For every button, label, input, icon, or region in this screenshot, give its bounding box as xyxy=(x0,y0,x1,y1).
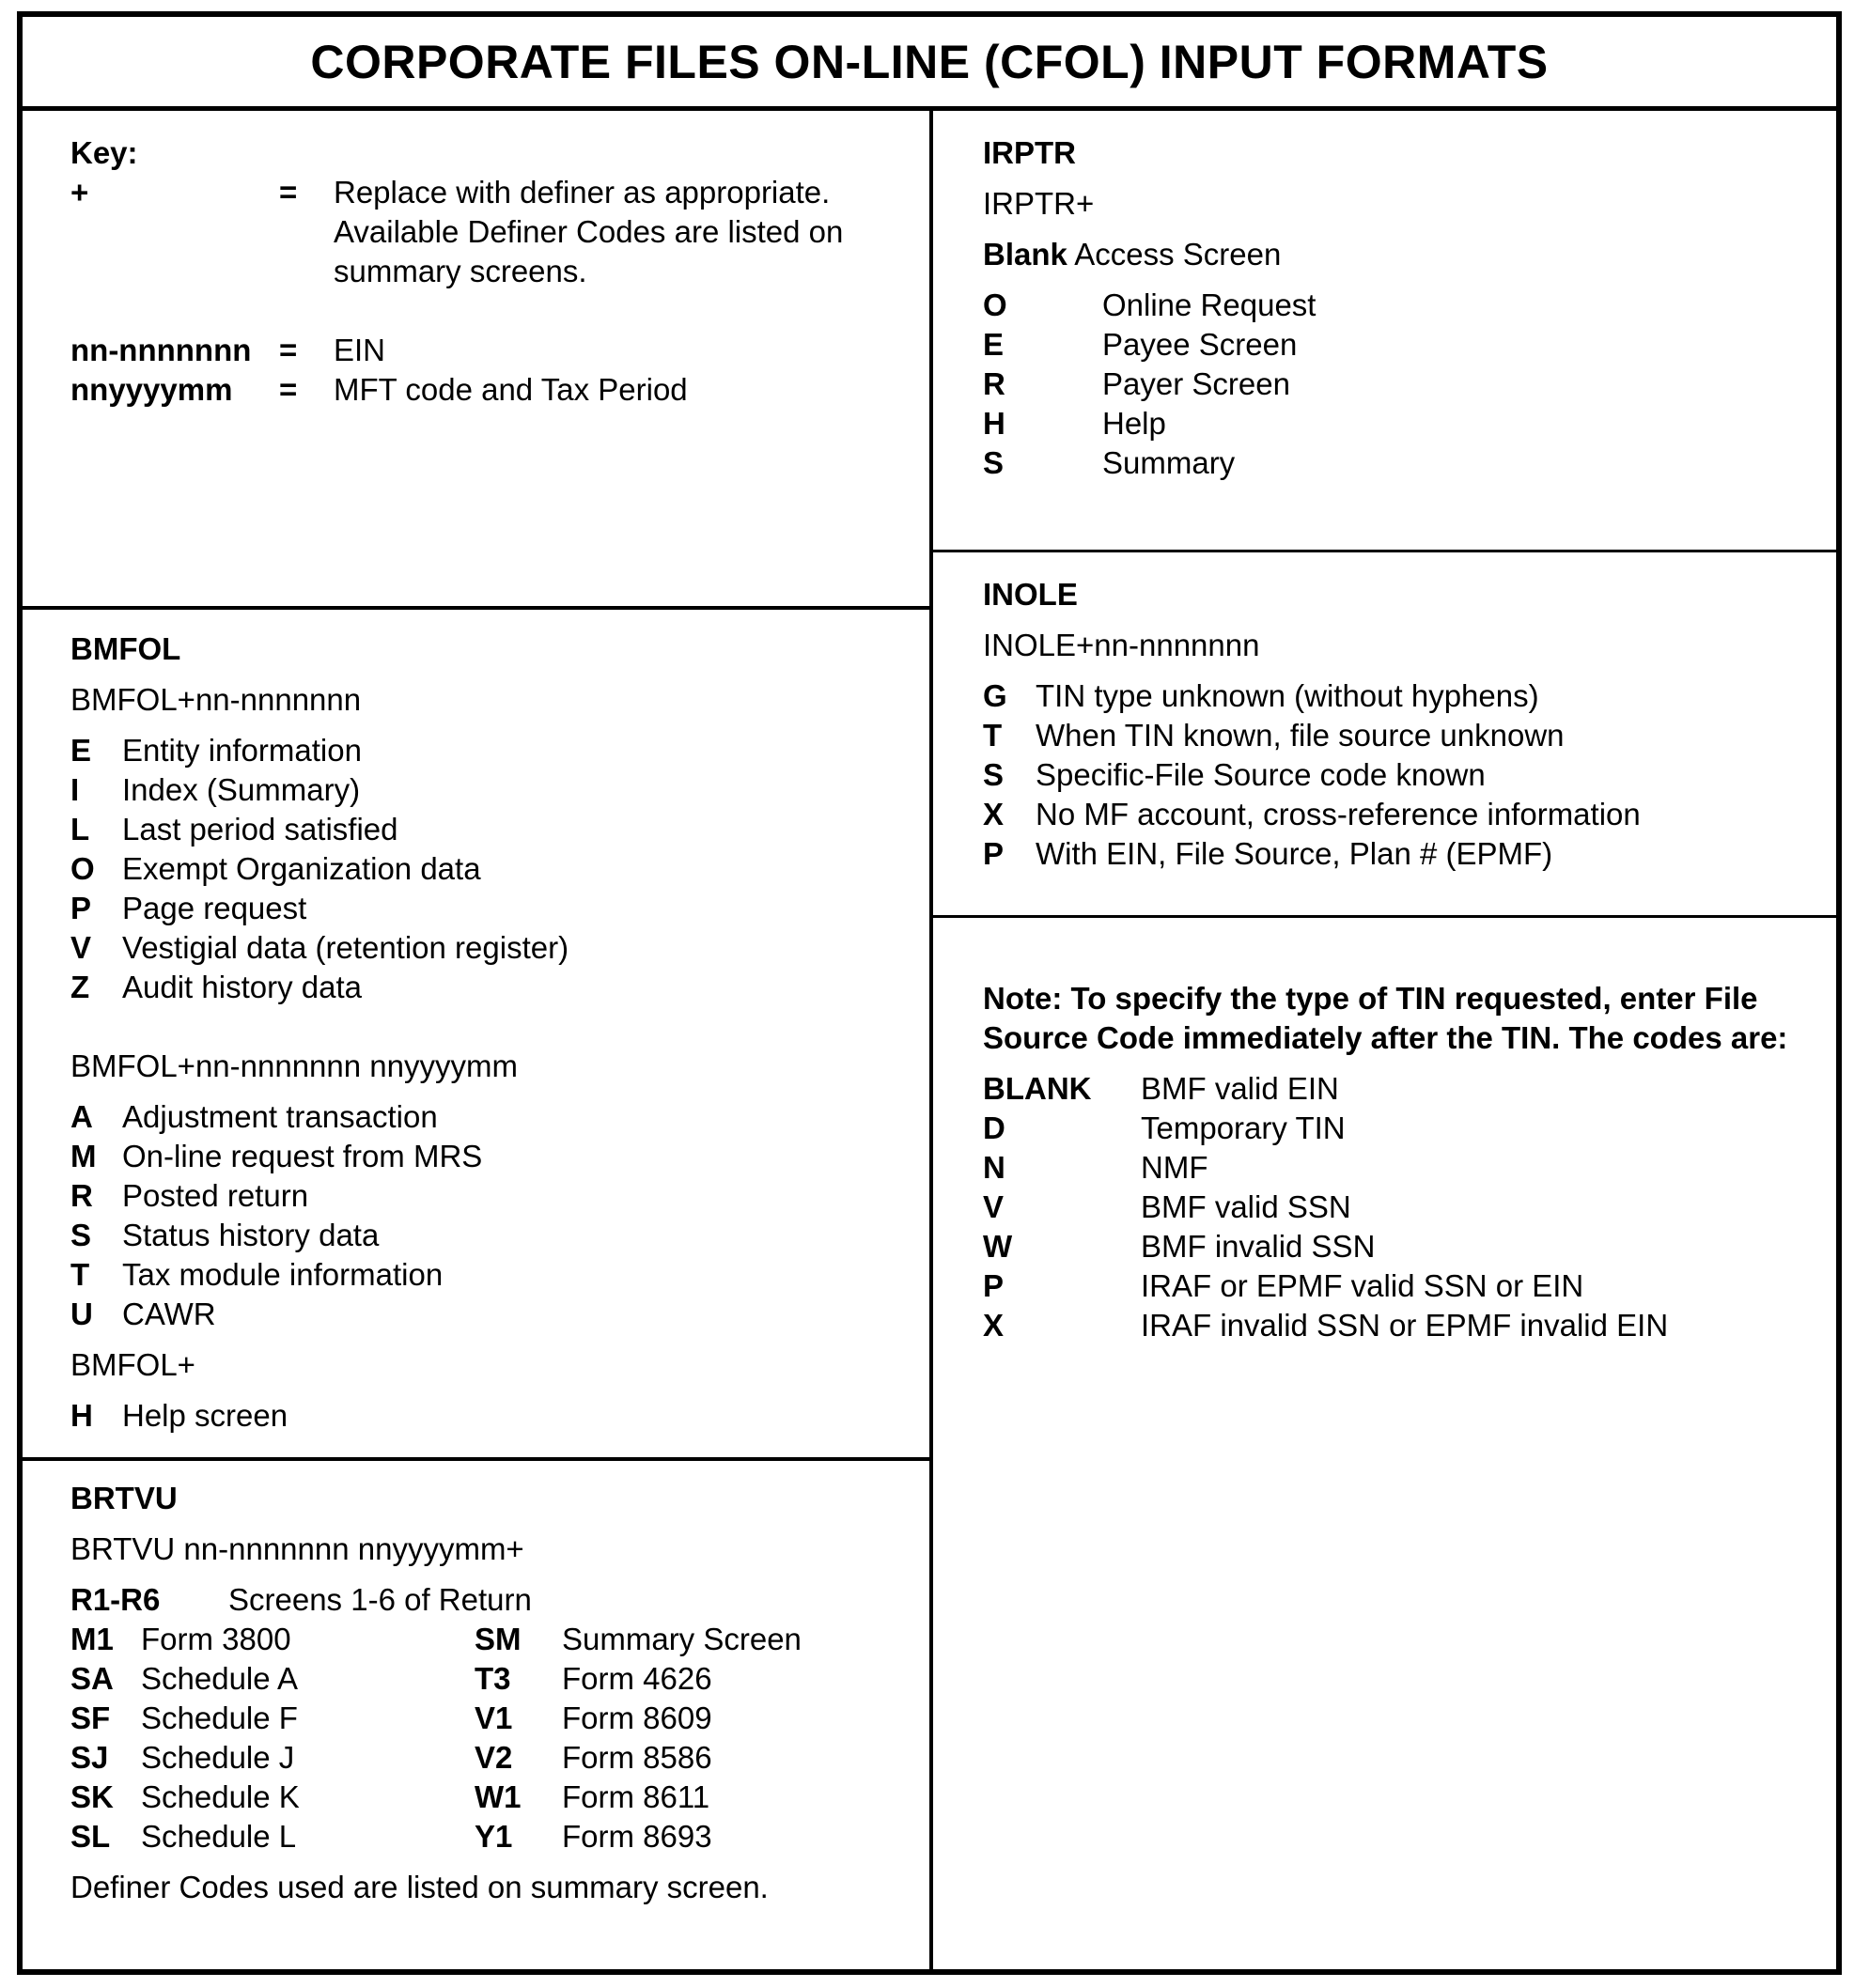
code-row xyxy=(983,286,1810,325)
brtvu-range-row xyxy=(70,1580,897,1620)
code-description: With EIN, File Source, Plan # (EPMF) xyxy=(1036,836,1553,871)
code-description: Temporary TIN xyxy=(1141,1110,1346,1145)
code-letter: Z xyxy=(70,970,90,1004)
code-description: Form 8611 xyxy=(562,1779,710,1814)
code-letter: R xyxy=(983,366,1005,401)
code-row xyxy=(475,1659,802,1699)
code-row xyxy=(70,1176,897,1216)
code-description: Schedule F xyxy=(141,1701,298,1735)
code-description: Tax module information xyxy=(122,1257,444,1292)
code-row xyxy=(70,1699,475,1738)
code-row xyxy=(983,676,1810,716)
code-letter: V xyxy=(70,930,92,965)
code-letter: E xyxy=(70,733,92,768)
code-letter: E xyxy=(983,327,1005,362)
code-letter: P xyxy=(70,891,92,925)
code-description: Page request xyxy=(122,891,307,925)
code-row xyxy=(70,1620,475,1659)
key-entry-mft xyxy=(70,370,897,410)
column-divider xyxy=(929,111,933,1975)
code-description: Entity information xyxy=(122,733,362,768)
code-letter: X xyxy=(983,1308,1005,1343)
code-description: Last period satisfied xyxy=(122,812,398,846)
code-description: Payer Screen xyxy=(1102,366,1290,401)
bmfol-section xyxy=(70,629,897,1436)
note-line-1: Note: To specify the type of TIN requested, enter File xyxy=(983,981,1758,1016)
code-row xyxy=(983,1266,1829,1306)
note-code-list xyxy=(983,1069,1829,1345)
code-description: Schedule J xyxy=(141,1740,295,1775)
code-description: Status history data xyxy=(122,1218,380,1252)
code-description: Index (Summary) xyxy=(122,772,361,807)
code-letter: W xyxy=(983,1229,1013,1264)
code-description: Help xyxy=(1102,406,1166,441)
bmfol-command-3: BMFOL+ xyxy=(70,1347,195,1382)
key-definition: EIN xyxy=(334,333,386,367)
code-description: Summary Screen xyxy=(562,1622,802,1656)
note-line-2: Source Code immediately after the TIN. The codes are: xyxy=(983,1020,1788,1055)
code-row xyxy=(70,1137,897,1176)
code-letter: U xyxy=(70,1297,93,1331)
irptr-heading: IRPTR xyxy=(983,135,1076,170)
code-letter: SL xyxy=(70,1819,111,1854)
code-row xyxy=(983,755,1810,795)
brtvu-right-column xyxy=(475,1620,802,1856)
code-description: BMF valid EIN xyxy=(1141,1071,1339,1106)
code-row xyxy=(983,716,1810,755)
code-row xyxy=(70,928,897,968)
code-description: BMF valid SSN xyxy=(1141,1189,1351,1224)
brtvu-section xyxy=(70,1479,897,1907)
code-row xyxy=(983,1306,1829,1345)
code-row xyxy=(70,810,897,849)
code-row xyxy=(70,1817,475,1856)
divider-inole-note xyxy=(933,915,1836,918)
code-row xyxy=(70,849,897,889)
code-description: IRAF or EPMF valid SSN or EIN xyxy=(1141,1268,1584,1303)
code-description: BMF invalid SSN xyxy=(1141,1229,1376,1264)
irptr-code-list xyxy=(983,286,1810,483)
code-description: Form 3800 xyxy=(141,1622,291,1656)
key-term: nn-nnnnnnn xyxy=(70,333,252,367)
code-letter: V2 xyxy=(475,1740,513,1775)
code-description: CAWR xyxy=(122,1297,216,1331)
code-row xyxy=(983,1188,1829,1227)
code-row xyxy=(70,1778,475,1817)
irptr-blank-label: Blank xyxy=(983,237,1067,272)
brtvu-left-column xyxy=(70,1620,475,1856)
key-section xyxy=(70,133,897,410)
code-letter: D xyxy=(983,1110,1005,1145)
key-equals: = xyxy=(279,175,298,210)
page-title: CORPORATE FILES ON-LINE (CFOL) INPUT FORMATS xyxy=(310,35,1549,88)
code-row xyxy=(983,1109,1829,1148)
code-description: Audit history data xyxy=(122,970,362,1004)
code-description: Help screen xyxy=(122,1398,288,1433)
code-description: TIN type unknown (without hyphens) xyxy=(1036,678,1539,713)
code-description: IRAF invalid SSN or EPMF invalid EIN xyxy=(1141,1308,1669,1343)
code-description: Schedule K xyxy=(141,1779,300,1814)
brtvu-footer: Definer Codes used are listed on summary screen. xyxy=(70,1870,769,1904)
code-description: Schedule A xyxy=(141,1661,298,1696)
key-term: + xyxy=(70,175,89,210)
bmfol-command-2: BMFOL+nn-nnnnnnn nnyyyymm xyxy=(70,1048,518,1083)
key-heading: Key: xyxy=(70,135,138,170)
key-equals: = xyxy=(279,372,298,407)
code-row xyxy=(70,1295,897,1334)
code-row xyxy=(70,968,897,1007)
code-letter: BLANK xyxy=(983,1071,1092,1106)
code-letter: SF xyxy=(70,1701,111,1735)
code-letter: L xyxy=(70,812,90,846)
key-term: nnyyyymm xyxy=(70,372,233,407)
code-letter: S xyxy=(983,757,1005,792)
code-description: NMF xyxy=(1141,1150,1208,1185)
code-row xyxy=(70,889,897,928)
title-bar xyxy=(23,17,1836,111)
code-description: No MF account, cross-reference information xyxy=(1036,797,1641,831)
code-letter: O xyxy=(983,287,1007,322)
code-letter: SK xyxy=(70,1779,114,1814)
bmfol-code-list-3 xyxy=(70,1396,897,1436)
inole-section xyxy=(983,575,1810,874)
code-description: Payee Screen xyxy=(1102,327,1298,362)
code-row xyxy=(983,365,1810,404)
key-entry-ein xyxy=(70,331,897,370)
code-row xyxy=(475,1699,802,1738)
code-letter: H xyxy=(70,1398,93,1433)
code-description: Form 4626 xyxy=(562,1661,712,1696)
brtvu-range-code: R1-R6 xyxy=(70,1582,161,1617)
code-row xyxy=(983,325,1810,365)
code-letter: X xyxy=(983,797,1005,831)
code-row xyxy=(70,731,897,770)
divider-key-bmfol xyxy=(23,606,929,610)
code-row xyxy=(983,404,1810,443)
code-letter: SA xyxy=(70,1661,114,1696)
code-description: Summary xyxy=(1102,445,1236,480)
code-letter: P xyxy=(983,1268,1005,1303)
code-letter: I xyxy=(70,772,80,807)
code-description: On-line request from MRS xyxy=(122,1139,483,1173)
inole-code-list xyxy=(983,676,1810,874)
code-letter: T xyxy=(983,718,1003,753)
code-letter: A xyxy=(70,1099,93,1134)
code-row xyxy=(70,1097,897,1137)
code-row xyxy=(475,1778,802,1817)
code-row xyxy=(475,1817,802,1856)
irptr-blank-line xyxy=(983,235,1810,274)
code-letter: V xyxy=(983,1189,1005,1224)
code-row xyxy=(70,1738,475,1778)
code-row xyxy=(70,770,897,810)
code-description: Form 8609 xyxy=(562,1701,712,1735)
inole-command: INOLE+nn-nnnnnnn xyxy=(983,628,1260,662)
note-section xyxy=(983,979,1829,1345)
code-row xyxy=(983,1227,1829,1266)
code-letter: M1 xyxy=(70,1622,114,1656)
brtvu-code-grid xyxy=(70,1620,897,1856)
key-definition: MFT code and Tax Period xyxy=(334,372,688,407)
code-row xyxy=(475,1738,802,1778)
code-description: Specific-File Source code known xyxy=(1036,757,1486,792)
code-letter: SM xyxy=(475,1622,522,1656)
code-description: Vestigial data (retention register) xyxy=(122,930,569,965)
code-letter: SJ xyxy=(70,1740,109,1775)
inole-heading: INOLE xyxy=(983,577,1078,612)
code-row xyxy=(983,834,1810,874)
code-description: Form 8693 xyxy=(562,1819,712,1854)
code-description: When TIN known, file source unknown xyxy=(1036,718,1565,753)
code-row xyxy=(983,1148,1829,1188)
code-letter: S xyxy=(70,1218,92,1252)
code-letter: W1 xyxy=(475,1779,522,1814)
irptr-command: IRPTR+ xyxy=(983,186,1095,221)
brtvu-range-desc: Screens 1-6 of Return xyxy=(228,1582,532,1617)
code-letter: Y1 xyxy=(475,1819,513,1854)
code-letter: M xyxy=(70,1139,97,1173)
key-equals: = xyxy=(279,333,298,367)
document-frame xyxy=(17,11,1842,1975)
bmfol-code-list-1 xyxy=(70,731,897,1007)
code-letter: R xyxy=(70,1178,93,1213)
divider-irptr-inole xyxy=(933,550,1836,552)
bmfol-code-list-2 xyxy=(70,1097,897,1334)
key-entry-plus xyxy=(70,173,897,291)
brtvu-command: BRTVU nn-nnnnnnn nnyyyymm+ xyxy=(70,1531,524,1566)
bmfol-command-1: BMFOL+nn-nnnnnnn xyxy=(70,682,362,717)
code-letter: H xyxy=(983,406,1005,441)
code-letter: N xyxy=(983,1150,1005,1185)
code-row xyxy=(70,1255,897,1295)
code-letter: S xyxy=(983,445,1005,480)
key-definition: Replace with definer as appropriate. Available Definer Codes are listed on summary screens. xyxy=(334,175,844,288)
code-row xyxy=(70,1659,475,1699)
code-letter: T3 xyxy=(475,1661,511,1696)
code-row xyxy=(475,1620,802,1659)
code-description: Exempt Organization data xyxy=(122,851,481,886)
code-description: Form 8586 xyxy=(562,1740,712,1775)
irptr-blank-desc: Access Screen xyxy=(1067,237,1282,272)
divider-bmfol-brtvu xyxy=(23,1457,929,1461)
code-letter: P xyxy=(983,836,1005,871)
code-description: Online Request xyxy=(1102,287,1316,322)
bmfol-heading: BMFOL xyxy=(70,631,181,666)
code-description: Schedule L xyxy=(141,1819,297,1854)
code-row xyxy=(983,443,1810,483)
code-row xyxy=(983,795,1810,834)
code-description: Posted return xyxy=(122,1178,309,1213)
code-row xyxy=(983,1069,1829,1109)
code-letter: V1 xyxy=(475,1701,513,1735)
irptr-section xyxy=(983,133,1810,483)
code-row xyxy=(70,1396,897,1436)
code-letter: T xyxy=(70,1257,90,1292)
code-letter: G xyxy=(983,678,1007,713)
code-description: Adjustment transaction xyxy=(122,1099,438,1134)
brtvu-heading: BRTVU xyxy=(70,1481,178,1515)
code-letter: O xyxy=(70,851,95,886)
code-row xyxy=(70,1216,897,1255)
